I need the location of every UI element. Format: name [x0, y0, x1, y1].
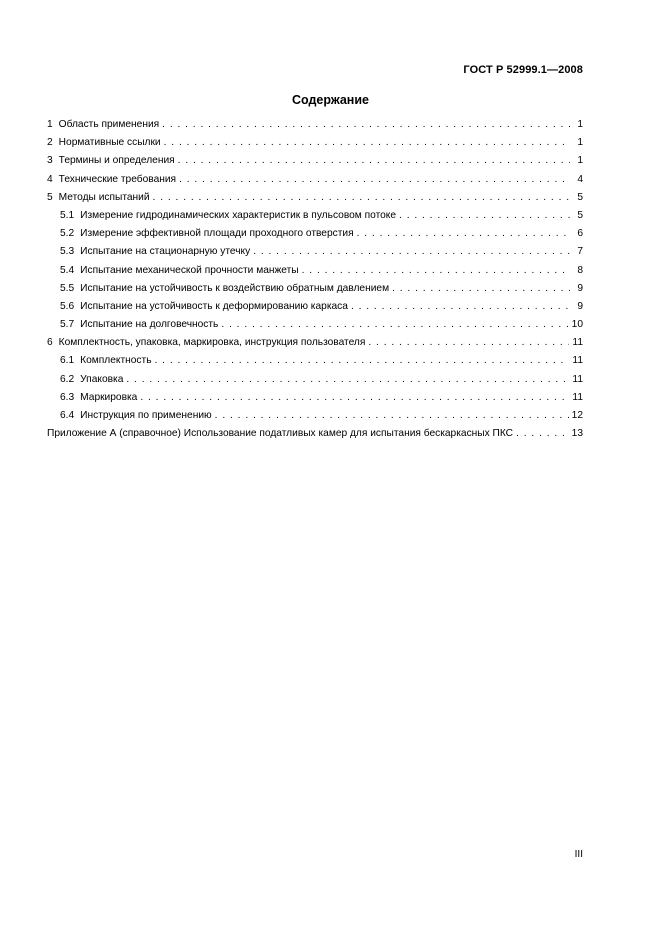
toc-entry-title: Маркировка	[80, 391, 138, 403]
toc-entry-title: Измерение эффективной площади проходного отверстия	[80, 228, 354, 240]
toc-entry[interactable]	[47, 228, 583, 246]
toc-entry-title: Комплектность	[80, 355, 152, 367]
toc-entry[interactable]	[47, 210, 583, 228]
toc-entry[interactable]	[47, 392, 583, 410]
toc-dot-leader	[153, 192, 570, 203]
toc-title: Содержание	[291, 93, 369, 107]
toc-dot-leader	[392, 283, 570, 294]
toc-entry-number: 6	[47, 337, 53, 349]
toc-entry-page: 11	[572, 337, 583, 349]
toc-entry[interactable]	[47, 137, 583, 155]
toc-entry[interactable]	[47, 283, 583, 301]
toc-dot-leader	[178, 155, 570, 166]
toc-dot-leader	[357, 228, 570, 239]
toc-entry-title: Измерение гидродинамических характеристик в пульсовом потоке	[80, 209, 397, 221]
toc-entry[interactable]	[47, 428, 583, 446]
toc-entry-number: 5.6	[60, 300, 75, 312]
toc-dot-leader	[399, 210, 570, 221]
toc-dot-leader	[368, 337, 569, 348]
toc-entry-number: 5.5	[60, 282, 75, 294]
toc-dot-leader	[179, 174, 570, 185]
toc-entry-number: 5.7	[60, 319, 75, 331]
toc-entry-number: 5.3	[60, 246, 75, 258]
toc-entry-title: Технические требования	[58, 173, 177, 185]
toc-entry-page: 11	[572, 391, 583, 403]
toc-dot-leader	[302, 265, 570, 276]
toc-entry-title: Испытание на устойчивость к воздействию обратным давлением	[80, 282, 390, 294]
toc-dot-leader	[221, 319, 568, 330]
toc-entry-page: 11	[572, 355, 583, 367]
toc-entry-number: 6.2	[60, 373, 75, 385]
toc-dot-leader	[155, 355, 570, 366]
toc-entry-title: Область применения	[58, 119, 160, 130]
toc-entry[interactable]	[47, 355, 583, 373]
toc-entry-page: 10	[571, 319, 583, 331]
toc-entry-title: Упаковка	[80, 373, 124, 385]
toc-entry-title: Комплектность, упаковка, маркировка, инструкция пользователя	[58, 337, 366, 349]
toc-dot-leader	[126, 374, 569, 385]
toc-entry-number: 6.3	[60, 391, 75, 403]
toc-entry-page: 13	[571, 428, 583, 440]
toc-entry[interactable]	[47, 265, 583, 283]
toc-entry-page: 6	[577, 228, 583, 240]
toc-entry[interactable]	[47, 119, 583, 137]
toc-entry-page: 5	[577, 209, 583, 221]
toc-dot-leader	[215, 410, 569, 421]
toc-dot-leader	[253, 246, 570, 257]
toc-entry-title: Нормативные ссылки	[58, 137, 161, 149]
toc-entry[interactable]	[47, 174, 583, 192]
toc-entry-title: Приложение А (справочное) Использование податливых камер для испытания бескаркасных ПКС	[47, 428, 514, 440]
toc-entry-title: Инструкция по применению	[80, 410, 212, 421]
toc-entry[interactable]	[47, 319, 583, 337]
toc-dot-leader	[351, 301, 570, 312]
toc-entry-title: Испытание на долговечность	[80, 319, 219, 331]
toc-entry-page: 5	[577, 191, 583, 203]
toc-dot-leader	[140, 392, 569, 403]
toc-entry-title: Методы испытаний	[58, 191, 150, 203]
toc-entry[interactable]	[47, 374, 583, 392]
toc-entry-page: 1	[577, 137, 583, 149]
toc-dot-leader	[164, 137, 570, 148]
table-of-contents	[47, 119, 583, 446]
toc-entry-title: Испытание на устойчивость к деформированию каркаса	[80, 300, 348, 312]
toc-entry-page: 11	[572, 373, 583, 385]
toc-entry-title: Испытание механической прочности манжеты	[80, 264, 299, 276]
toc-entry-page: 9	[577, 300, 583, 312]
toc-entry-number: 5.1	[60, 209, 75, 221]
toc-entry[interactable]	[47, 301, 583, 319]
toc-entry-page: 7	[577, 246, 583, 258]
toc-entry-number: 6.1	[60, 355, 75, 367]
toc-entry-page: 1	[577, 119, 583, 130]
toc-dot-leader	[516, 428, 569, 439]
toc-entry-number: 4	[47, 173, 53, 185]
toc-entry[interactable]	[47, 155, 583, 173]
toc-dot-leader	[162, 119, 570, 130]
toc-entry-number: 5.2	[60, 228, 75, 240]
toc-entry-page: 9	[577, 282, 583, 294]
toc-entry-page: 1	[577, 155, 583, 167]
toc-entry-number: 1	[47, 119, 53, 130]
toc-entry-number: 6.4	[60, 410, 75, 421]
toc-entry[interactable]	[47, 410, 583, 428]
page-number: III	[574, 849, 583, 860]
toc-entry[interactable]	[47, 337, 583, 355]
toc-entry-number: 3	[47, 155, 53, 167]
toc-entry-title: Термины и определения	[58, 155, 175, 167]
toc-entry-page: 12	[571, 410, 583, 421]
toc-entry-number: 5	[47, 191, 53, 203]
toc-entry-page: 8	[577, 264, 583, 276]
toc-entry-page: 4	[577, 173, 583, 185]
document-code: ГОСТ Р 52999.1—2008	[463, 64, 583, 76]
toc-entry-title: Испытание на стационарную утечку	[80, 246, 251, 258]
toc-entry[interactable]	[47, 192, 583, 210]
toc-entry-number: 5.4	[60, 264, 75, 276]
toc-entry[interactable]	[47, 246, 583, 264]
toc-entry-number: 2	[47, 137, 53, 149]
